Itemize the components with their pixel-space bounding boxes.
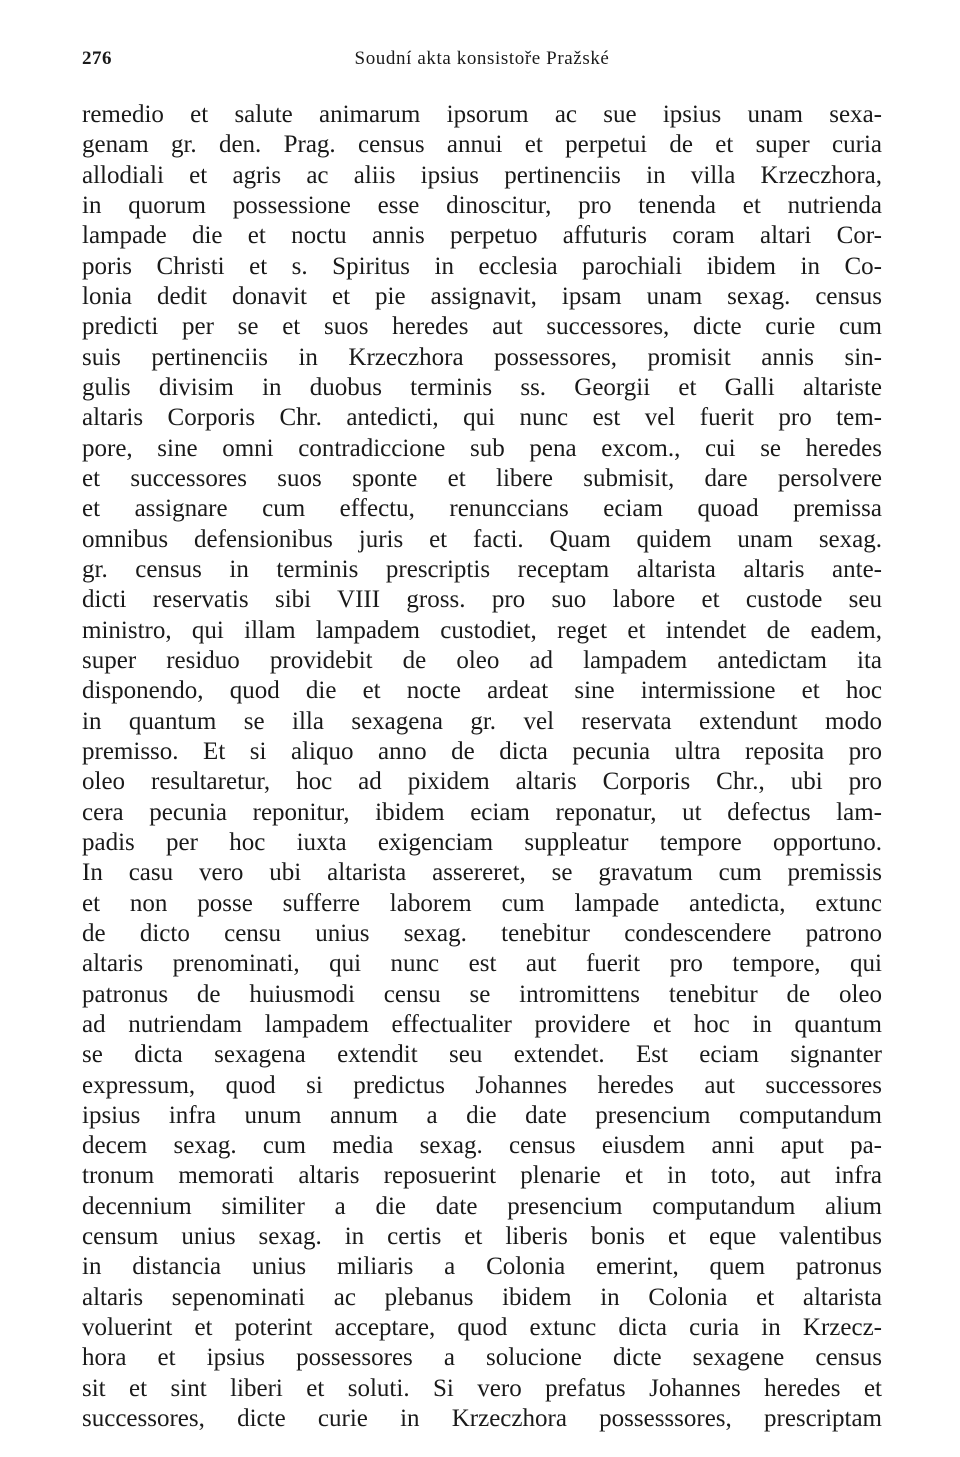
- text-line: hora et ipsius possessores a solucione dicte sexagene census: [82, 1344, 882, 1372]
- text-line: in quorum possessione esse dinoscitur, pro tenenda et nutrienda: [82, 191, 882, 219]
- text-line: genam gr. den. Prag. census annui et perpetui de et super curia: [82, 131, 882, 159]
- page-number: 276: [82, 48, 112, 69]
- text-line: sit et sint liberi et soluti. Si vero prefatus Johannes heredes et: [82, 1374, 882, 1402]
- text-line: de dicto censu unius sexag. tenebitur condescendere patrono: [82, 919, 882, 947]
- text-line: tronum memorati altaris reposuerint plenarie et in toto, aut infra: [82, 1162, 882, 1190]
- text-line: lonia dedit donavit et pie assignavit, ipsam unam sexag. census: [82, 282, 882, 310]
- text-line: decem sexag. cum media sexag. census eiusdem anni aput pa-: [82, 1132, 882, 1160]
- text-line: suis pertinenciis in Krzeczhora possessores, promisit annis sin-: [82, 343, 882, 371]
- text-line: predicti per se et suos heredes aut successores, dicte curie cum: [82, 313, 882, 341]
- text-line: et successores suos sponte et libere submisit, dare persolvere: [82, 464, 882, 492]
- text-line: voluerint et poterint acceptare, quod extunc dicta curia in Krzecz-: [82, 1314, 882, 1342]
- body-text: [82, 100, 882, 1434]
- text-line: censum unius sexag. in certis et liberis bonis et eque valentibus: [82, 1223, 882, 1251]
- text-line: et assignare cum effectu, renunccians eciam quoad premissa: [82, 495, 882, 523]
- text-line: successores, dicte curie in Krzeczhora possesssores, prescriptam: [82, 1405, 882, 1433]
- text-line: cera pecunia reponitur, ibidem eciam reponatur, ut defectus lam-: [82, 798, 882, 826]
- text-line: padis per hoc iuxta exigenciam suppleatur tempore opportuno.: [82, 828, 882, 856]
- text-line: lampade die et noctu annis perpetuo affuturis coram altari Cor-: [82, 222, 882, 250]
- running-title: Soudní akta konsistoře Pražské: [354, 48, 610, 69]
- text-line: premisso. Et si aliquo anno de dicta pecunia ultra reposita pro: [82, 737, 882, 765]
- text-line: ministro, qui illam lampadem custodiet, reget et intendet de eadem,: [82, 616, 882, 644]
- text-line: dicti reservatis sibi VIII gross. pro suo labore et custode seu: [82, 586, 882, 614]
- text-line: et non posse sufferre laborem cum lampade antedicta, extunc: [82, 889, 882, 917]
- text-line: oleo resultaretur, hoc ad pixidem altaris Corporis Chr., ubi pro: [82, 768, 882, 796]
- text-line: se dicta sexagena extendit seu extendet. Est eciam signanter: [82, 1041, 882, 1069]
- text-line: patronus de huiusmodi censu se intromittens tenebitur de oleo: [82, 980, 882, 1008]
- text-line: altaris sepenominati ac plebanus ibidem in Colonia et altarista: [82, 1283, 882, 1311]
- text-line: remedio et salute animarum ipsorum ac sue ipsius unam sexa-: [82, 101, 882, 128]
- text-line: altaris prenominati, qui nunc est aut fuerit pro tempore, qui: [82, 950, 882, 978]
- page-header: [82, 48, 882, 74]
- text-line: super residuo providebit de oleo ad lampadem antedictam ita: [82, 646, 882, 674]
- text-line: in distancia unius miliaris a Colonia emerint, quem patronus: [82, 1253, 882, 1281]
- text-line: omnibus defensionibus juris et facti. Quam quidem unam sexag.: [82, 525, 882, 553]
- text-line: decennium similiter a die date presencium computandum alium: [82, 1192, 882, 1220]
- text-line: poris Christi et s. Spiritus in ecclesia parochiali ibidem in Co-: [82, 252, 882, 280]
- text-line: In casu vero ubi altarista assereret, se gravatum cum premissis: [82, 859, 882, 887]
- text-line: ipsius infra unum annum a die date presencium computandum: [82, 1101, 882, 1129]
- text-line: gr. census in terminis prescriptis receptam altarista altaris ante-: [82, 555, 882, 583]
- text-line: altaris Corporis Chr. antedicti, qui nunc est vel fuerit pro tem-: [82, 404, 882, 432]
- text-line: ad nutriendam lampadem effectualiter providere et hoc in quantum: [82, 1010, 882, 1038]
- text-line: disponendo, quod die et nocte ardeat sine intermissione et hoc: [82, 677, 882, 705]
- text-line: gulis divisim in duobus terminis ss. Georgii et Galli altariste: [82, 373, 882, 401]
- text-line: expressum, quod si predictus Johannes heredes aut successores: [82, 1071, 882, 1099]
- text-line: allodiali et agris ac aliis ipsius pertinenciis in villa Krzeczhora,: [82, 161, 882, 189]
- text-line: pore, sine omni contradiccione sub pena excom., cui se heredes: [82, 434, 882, 462]
- text-line: in quantum se illa sexagena gr. vel reservata extendunt modo: [82, 707, 882, 735]
